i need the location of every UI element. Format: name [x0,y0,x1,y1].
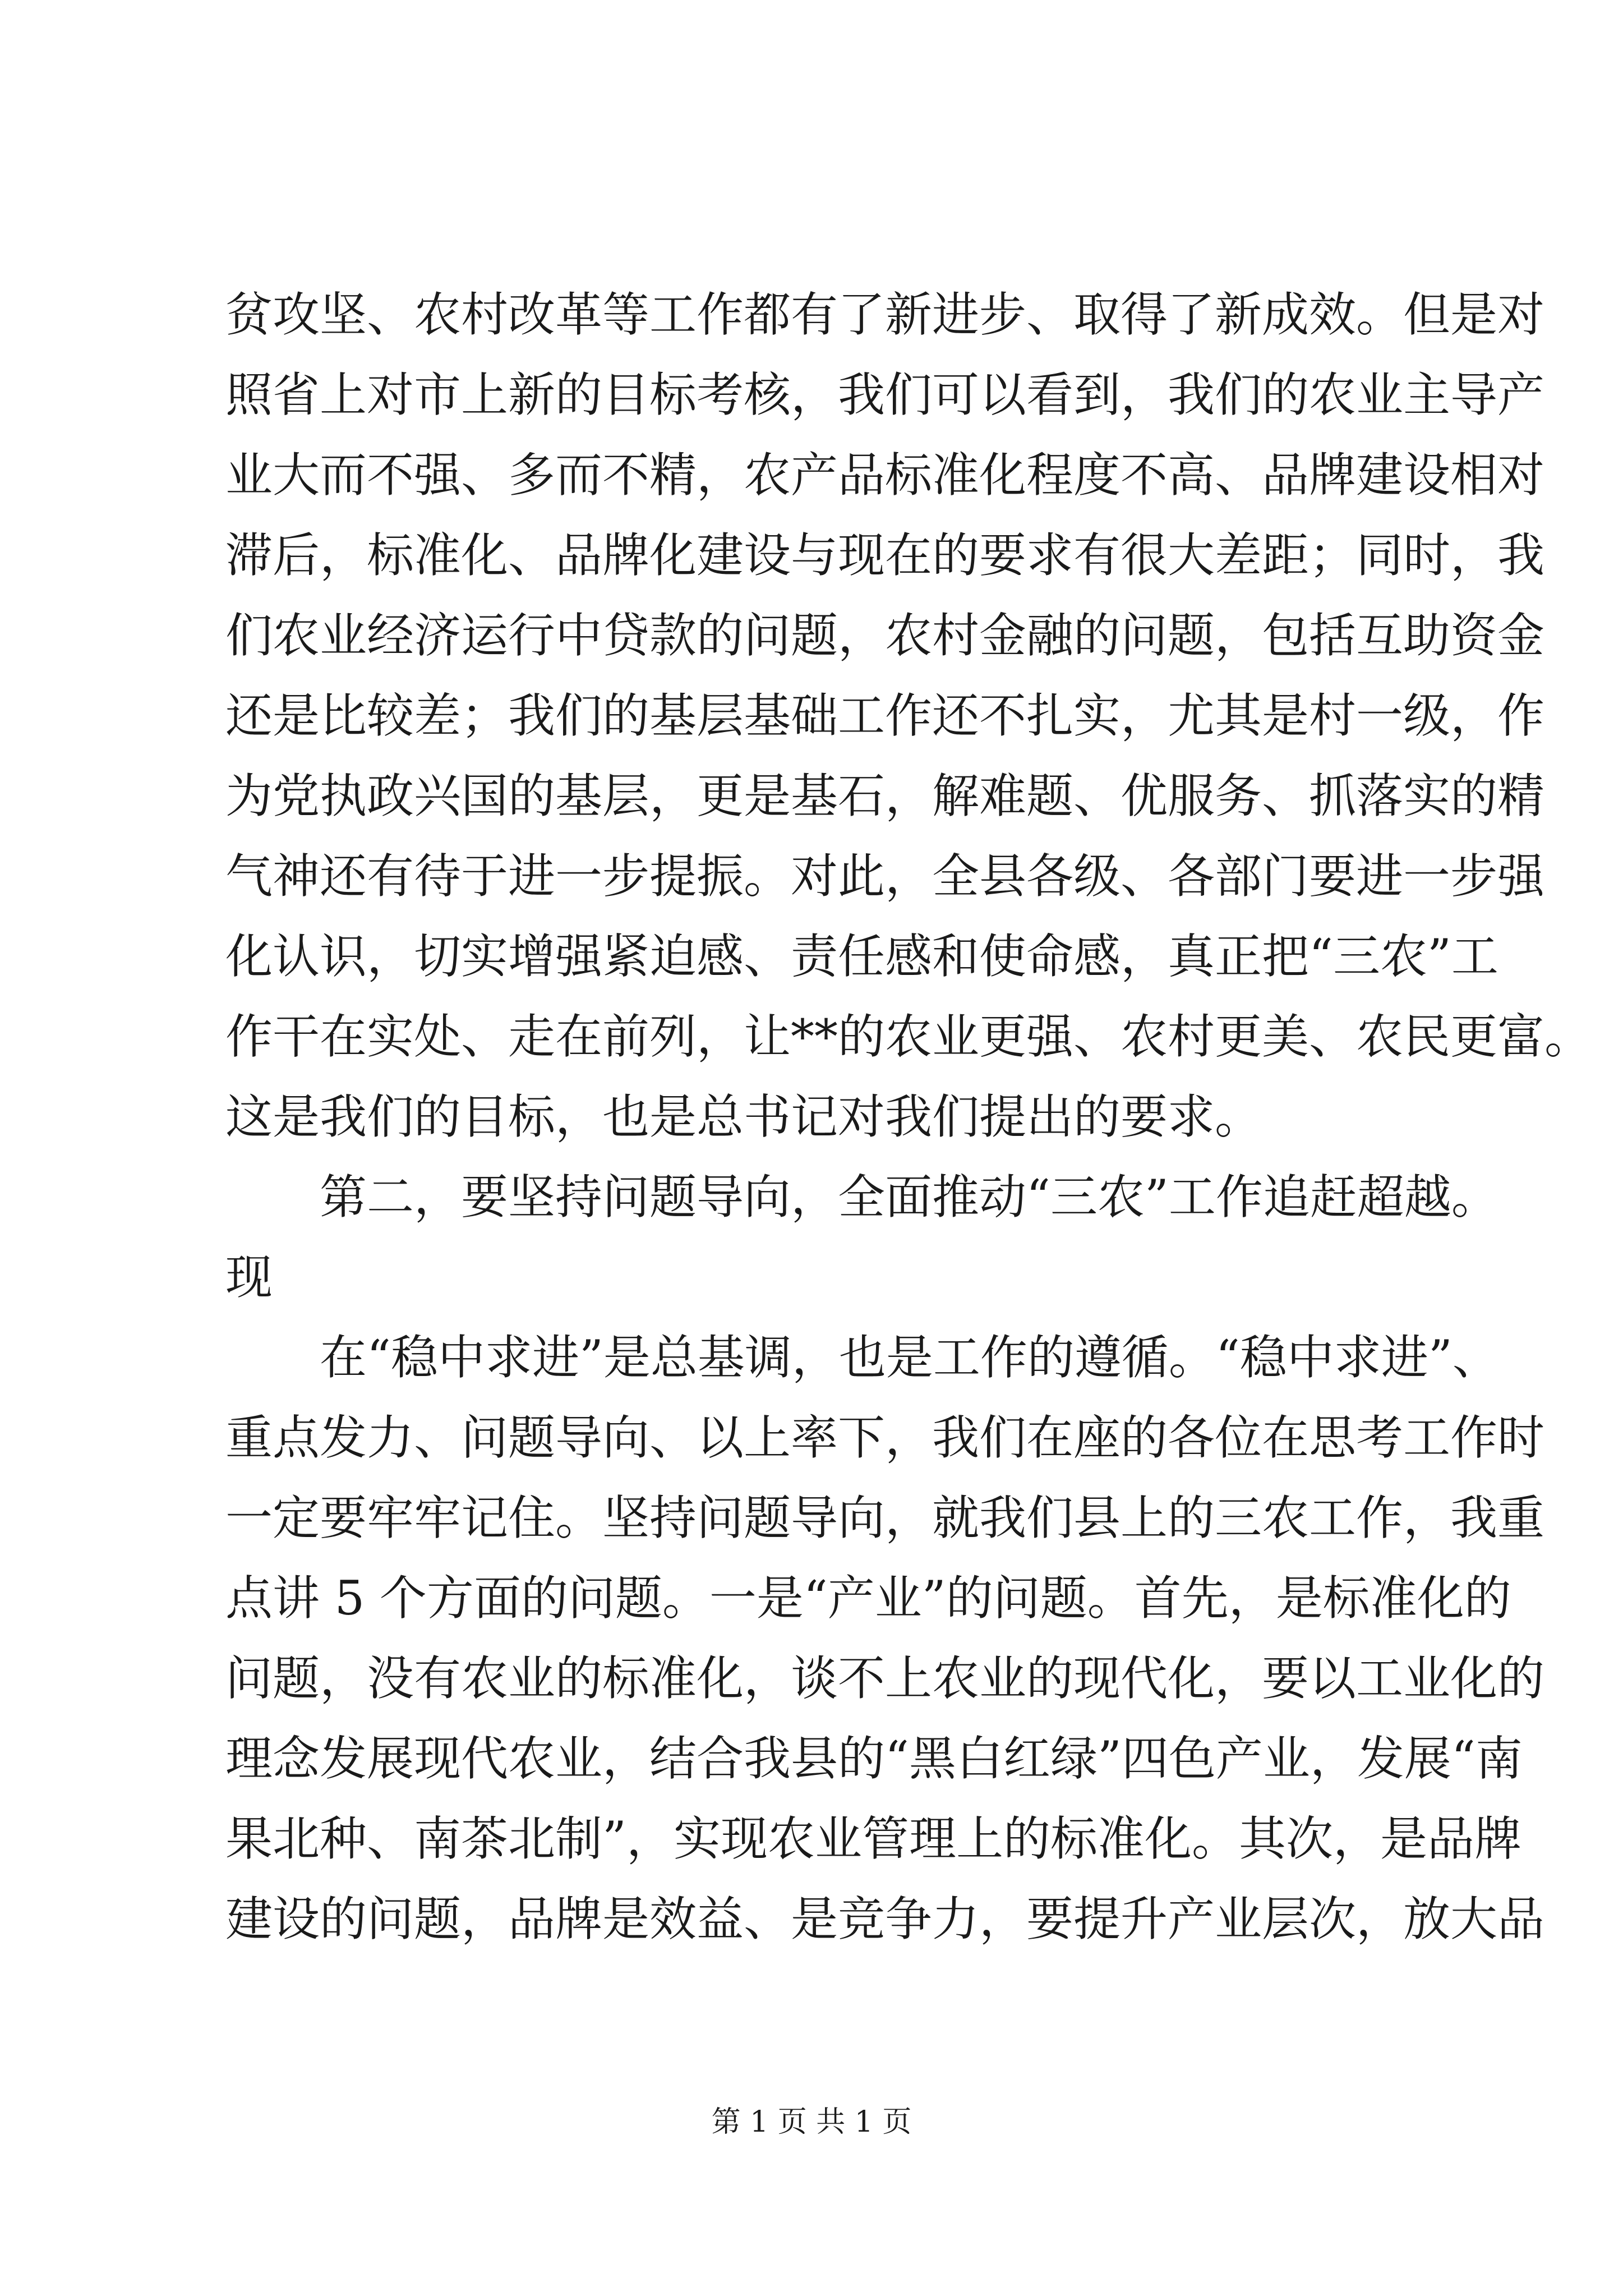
page-number-footer: 第 1 页 共 1 页 [711,2105,912,2139]
text-line: 第二，要坚持问题导向，全面推动“三农”工作追赶超越。 [225,1170,1498,1225]
text-line: 作干在实处、走在前列，让**的农业更强、农村更美、农民更富。 [225,1009,1592,1064]
text-line: 点讲 5 个方面的问题。一是“产业”的问题。首先，是标准化的 [225,1571,1511,1626]
text-line: 在“稳中求进”是总基调，也是工作的遵循。“稳中求进”、 [225,1330,1500,1385]
text-line: 业大而不强、多而不精，农产品标准化程度不高、品牌建设相对 [225,448,1545,503]
text-line: 贫攻坚、农村改革等工作都有了新进步、取得了新成效。但是对 [225,287,1545,342]
text-line: 问题，没有农业的标准化，谈不上农业的现代化，要以工业化的 [225,1651,1545,1706]
text-line: 还是比较差；我们的基层基础工作还不扎实，尤其是村一级，作 [225,688,1545,743]
text-line: 化认识，切实增强紧迫感、责任感和使命感，真正把“三农”工 [225,929,1498,984]
text-line: 现 [225,1250,273,1305]
text-line: 果北种、南茶北制”，实现农业管理上的标准化。其次，是品牌 [225,1811,1521,1866]
text-line: 滞后，标准化、品牌化建设与现在的要求有很大差距；同时，我 [225,528,1545,583]
text-line: 气神还有待于进一步提振。对此，全县各级、各部门要进一步强 [225,849,1545,904]
text-line: 一定要牢牢记住。坚持问题导向，就我们县上的三农工作，我重 [225,1490,1545,1545]
text-line: 重点发力、问题导向、以上率下，我们在座的各位在思考工作时 [225,1410,1545,1465]
text-line: 们农业经济运行中贷款的问题，农村金融的问题，包括互助资金 [225,608,1545,663]
text-line: 这是我们的目标，也是总书记对我们提出的要求。 [225,1089,1262,1144]
text-line: 为党执政兴国的基层，更是基石，解难题、优服务、抓落实的精 [225,769,1545,823]
text-line: 理念发展现代农业，结合我县的“黑白红绿”四色产业，发展“南 [225,1731,1523,1786]
document-body [225,275,1592,1959]
text-line: 照省上对市上新的目标考核，我们可以看到，我们的农业主导产 [225,367,1545,422]
text-line: 建设的问题，品牌是效益、是竞争力，要提升产业层次，放大品 [225,1892,1545,1947]
